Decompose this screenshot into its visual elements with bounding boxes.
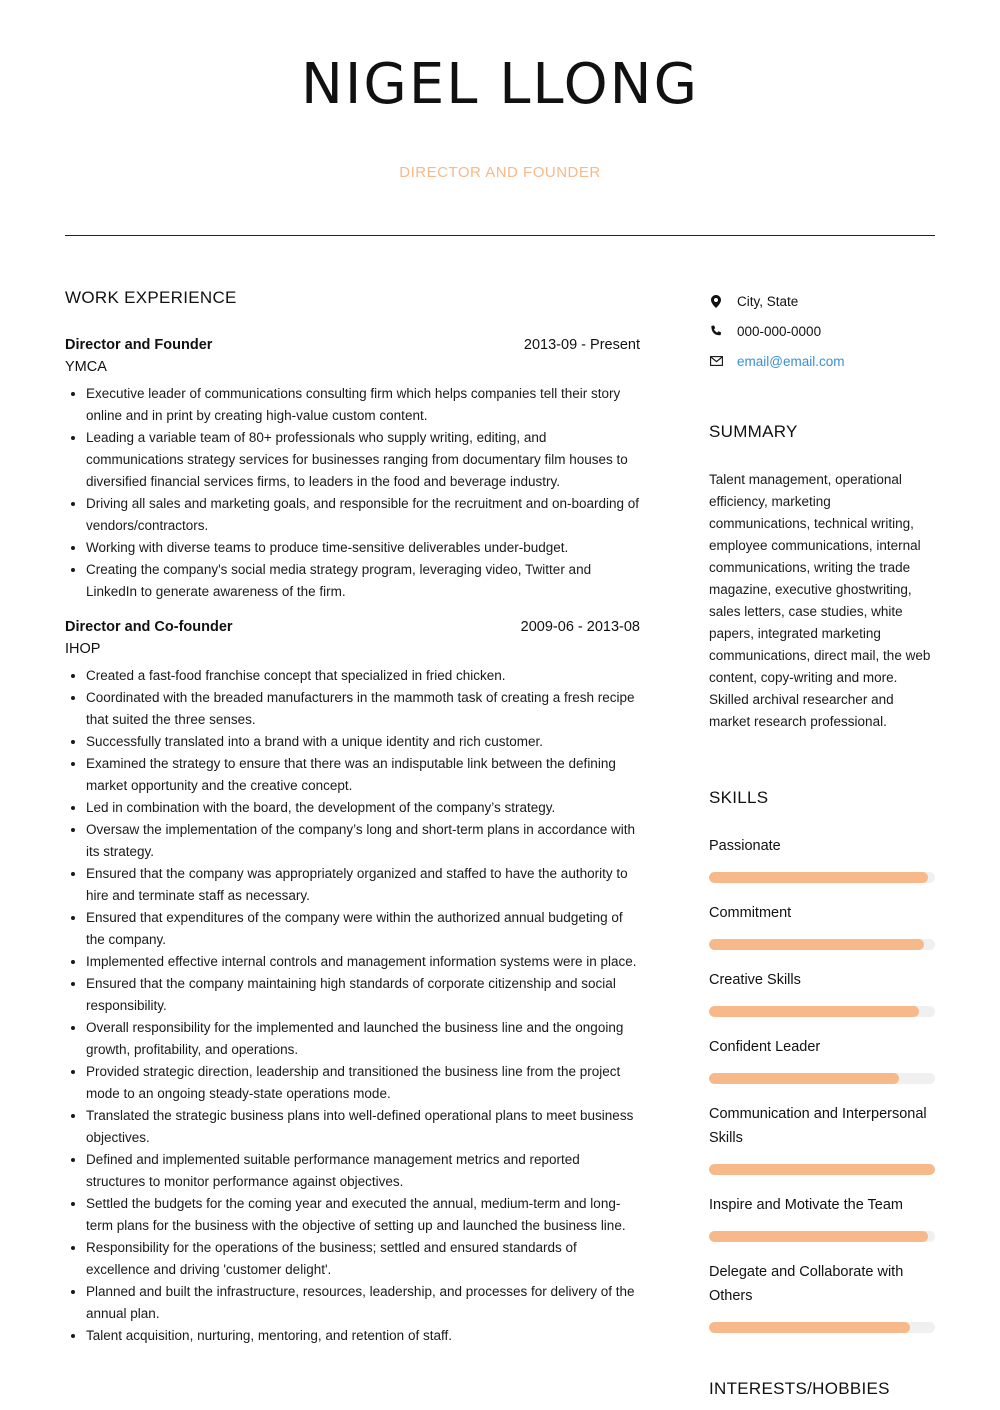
skill-item (709, 834, 935, 883)
skill-name: Commitment (709, 905, 792, 921)
list-item: • Defined and implemented suitable performance management metrics and reported structures to monitor performance against objectives. (86, 1149, 640, 1193)
list-item: • Creating the company's social media strategy program, leveraging video, Twitter and LinkedIn to generate awareness of the firm. (86, 559, 640, 603)
skill-bar-track (709, 1231, 935, 1242)
list-item: • Settled the budgets for the coming year and executed the annual, medium-term and long-term plans for the business with the objective of setting up and launched the business line. (86, 1193, 640, 1237)
summary-heading: SUMMARY (709, 422, 798, 441)
skill-bar-fill (709, 1322, 910, 1333)
skill-name: Inspire and Motivate the Team (709, 1197, 903, 1213)
list-item: • Leading a variable team of 80+ professionals who supply writing, editing, and communications strategy services for businesses ranging from documentary film houses to diversified financial services firms, to leaders in the food and beverage industry. (86, 427, 640, 493)
skill-bar-track (709, 872, 935, 883)
job-header (65, 337, 640, 353)
job-company: IHOP (65, 641, 101, 657)
phone-text: 000-000-0000 (737, 323, 822, 339)
skill-list (709, 834, 935, 1333)
map-pin-icon (709, 294, 723, 308)
job-dates: 2009-06 - 2013-08 (520, 619, 640, 635)
skill-bar-fill (709, 872, 928, 883)
job-role: Director and Founder (65, 337, 213, 353)
list-item: • Responsibility for the operations of the business; settled and ensured standards of excellence and driving 'customer delight'. (86, 1237, 640, 1281)
skill-bar-fill (709, 1231, 928, 1242)
skill-name: Delegate and Collaborate with Others (709, 1264, 904, 1304)
list-item: • Talent acquisition, nurturing, mentoring, and retention of staff. (86, 1325, 640, 1347)
list-item: • Led in combination with the board, the development of the company’s strategy. (86, 797, 640, 819)
job-title: DIRECTOR AND FOUNDER (399, 164, 601, 181)
work-experience-heading: WORK EXPERIENCE (65, 288, 237, 307)
skill-bar-fill (709, 1006, 919, 1017)
skills-heading: SKILLS (709, 788, 769, 807)
list-item: • Examined the strategy to ensure that there was an indisputable link between the defining market opportunity and the creative concept. (86, 753, 640, 797)
list-item: • Executive leader of communications consulting firm which helps companies tell their story online and in print by creating high-value custom content. (86, 383, 640, 427)
email-link[interactable]: email@email.com (737, 353, 845, 369)
list-item: • Created a fast-food franchise concept that specialized in fried chicken. (86, 665, 640, 687)
skill-item (709, 901, 935, 950)
list-item: • Working with diverse teams to produce time-sensitive deliverables under-budget. (86, 537, 640, 559)
location-text: City, State (737, 293, 799, 309)
job-company: YMCA (65, 359, 107, 375)
job-header (65, 619, 640, 635)
skill-bar-track (709, 1164, 935, 1175)
envelope-icon (709, 354, 723, 368)
skill-item (709, 1193, 935, 1242)
sidebar (709, 286, 935, 1399)
header-divider (65, 235, 935, 236)
skill-name: Passionate (709, 838, 781, 854)
contact-block (709, 286, 935, 376)
list-item: • Overall responsibility for the implemented and launched the business line and the ongoing growth, profitability, and operations. (86, 1017, 640, 1061)
work-experience-section (65, 288, 640, 1347)
job-entry (65, 337, 640, 603)
list-item: • Ensured that the company was appropriately organized and staffed to have the authority to hire and terminate staff as necessary. (86, 863, 640, 907)
skill-bar-track (709, 939, 935, 950)
candidate-name: NIGEL LLONG (301, 52, 699, 117)
list-item: • Coordinated with the breaded manufacturers in the mammoth task of creating a fresh recipe that suited the three senses. (86, 687, 640, 731)
skill-bar-track (709, 1322, 935, 1333)
skill-bar-track (709, 1006, 935, 1017)
job-bullet-list (65, 383, 640, 603)
list-item: • Ensured that the company maintaining high standards of corporate citizenship and social responsibility. (86, 973, 640, 1017)
skill-bar-track (709, 1073, 935, 1084)
job-entry (65, 619, 640, 1347)
job-bullet-list (65, 665, 640, 1347)
list-item: • Successfully translated into a brand with a unique identity and rich customer. (86, 731, 640, 753)
list-item: • Driving all sales and marketing goals, and responsible for the recruitment and on-boarding of vendors/contractors. (86, 493, 640, 537)
list-item: • Translated the strategic business plans into well-defined operational plans to meet business objectives. (86, 1105, 640, 1149)
skill-item (709, 1260, 935, 1333)
skill-name: Confident Leader (709, 1039, 821, 1055)
list-item: • Implemented effective internal controls and management information systems were in place. (86, 951, 640, 973)
contact-email (709, 346, 935, 376)
contact-location (709, 286, 935, 316)
list-item: • Oversaw the implementation of the company’s long and short-term plans in accordance with its strategy. (86, 819, 640, 863)
list-item: • Ensured that expenditures of the company were within the authorized annual budgeting of the company. (86, 907, 640, 951)
contact-phone (709, 316, 935, 346)
job-list (65, 337, 640, 1347)
skill-item (709, 1035, 935, 1084)
list-item: • Planned and built the infrastructure, resources, leadership, and processes for delivery of the annual plan. (86, 1281, 640, 1325)
list-item: • Provided strategic direction, leadership and transitioned the business line from the project mode to an ongoing steady-state operations mode. (86, 1061, 640, 1105)
skill-item (709, 968, 935, 1017)
skill-bar-fill (709, 1164, 935, 1175)
summary-text: Talent management, operational efficiency, marketing communications, technical writing, employee communications, internal communications, writing the trade magazine, executive ghostwriting, sales letters, case studies, white papers, integrated marketing communications, direct mail, the web content, copy-writing and more. Skilled archival researcher and market research professional. (709, 472, 931, 729)
skill-name: Creative Skills (709, 972, 801, 988)
skill-name: Communication and Interpersonal Skills (709, 1106, 927, 1146)
job-dates: 2013-09 - Present (523, 337, 640, 353)
phone-icon (709, 324, 723, 338)
interests-heading: INTERESTS/HOBBIES (709, 1379, 890, 1398)
job-role: Director and Co-founder (65, 619, 233, 635)
skill-bar-fill (709, 939, 924, 950)
skill-bar-fill (709, 1073, 899, 1084)
skill-item (709, 1102, 935, 1175)
